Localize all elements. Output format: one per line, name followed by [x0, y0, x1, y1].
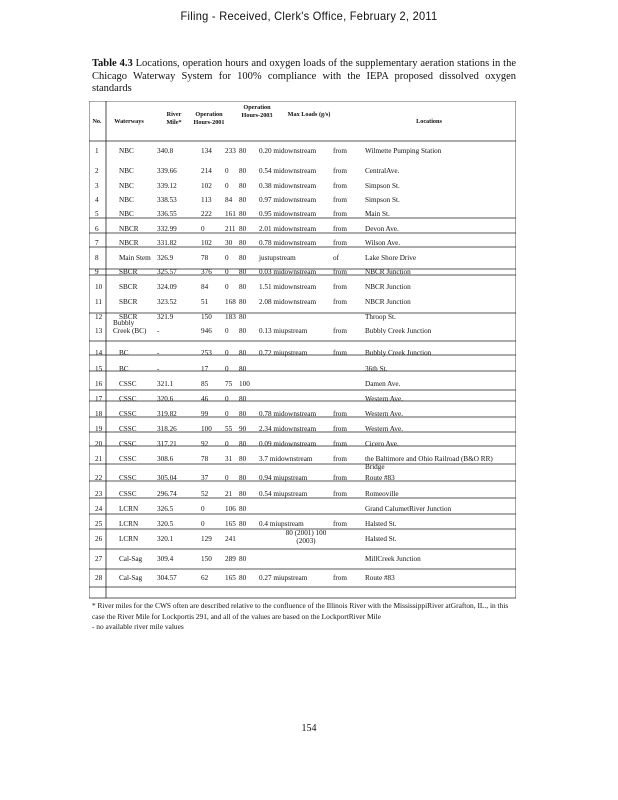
header-waterways: Waterways [114, 118, 144, 125]
cell-ref: CentralAve. [365, 167, 400, 175]
cell-waterway: NBCR [119, 239, 139, 247]
cell-h2001: 84 [201, 283, 209, 291]
cell-pos: 0.4 miupstream [259, 520, 304, 528]
cell-load: 80 [239, 147, 247, 155]
page-number: 154 [301, 723, 317, 734]
cell-mile: 317.21 [157, 440, 177, 448]
cell-load: 80 [239, 474, 247, 482]
cell-ref: Western Ave. [365, 425, 404, 433]
cell-load: 80 [239, 196, 247, 204]
cell-waterway: LCRN [119, 520, 139, 528]
cell-no: 6 [95, 225, 99, 233]
cell-pos: 0.54 miupstream [259, 490, 308, 498]
cell-pos: 0.54 midownstream [259, 167, 317, 175]
cell-rel: from [333, 298, 347, 306]
cell-waterway: Cal-Sag [119, 555, 143, 563]
cell-mile: 332.99 [157, 225, 177, 233]
cell-waterway: SBCR [119, 313, 138, 321]
cell-h2003: 75 [225, 380, 233, 388]
cell-waterway: CSSC [119, 490, 137, 498]
cell-rel: from [333, 196, 347, 204]
cell-h2001: 134 [201, 147, 212, 155]
cell-mile: - [157, 349, 160, 357]
cell-waterway: NBC [119, 147, 134, 155]
cell-h2003: 0 [225, 410, 229, 418]
cell-rel: of [333, 254, 339, 262]
cell-h2001: 102 [201, 182, 212, 190]
cell-no: 8 [95, 254, 99, 262]
cell-waterway: SBCR [119, 298, 138, 306]
cell-no: 26 [95, 535, 103, 543]
cell-rel: from [333, 239, 347, 247]
table-caption [92, 58, 516, 96]
cell-load: 80 [239, 349, 247, 357]
cell-no: 27 [95, 555, 103, 563]
cell-pos: 3.7 midownstream [259, 455, 313, 463]
cell-waterway: NBC [119, 167, 134, 175]
cell-load: 80 [239, 555, 247, 563]
cell-no: 4 [95, 196, 99, 204]
cell-h2003: 55 [225, 425, 233, 433]
cell-mile: 323.52 [157, 298, 177, 306]
cell-load: 80 [239, 182, 247, 190]
cell-pos: 0.03 midownstream [259, 268, 317, 276]
cell-no: 10 [95, 283, 103, 291]
cell-h2003: 0 [225, 440, 229, 448]
cell-ref: 36th St. [365, 365, 388, 373]
cell-h2001: 0 [201, 505, 205, 513]
cell-h2001: 100 [201, 425, 212, 433]
cell-h2003: 0 [225, 395, 229, 403]
cell-no: 15 [95, 365, 103, 373]
cell-rel: from [333, 210, 347, 218]
cell-waterway: SBCR [119, 268, 138, 276]
cell-mile: 331.82 [157, 239, 177, 247]
cell-h2003: 0 [225, 182, 229, 190]
cell-h2003: 21 [225, 490, 233, 498]
header-max-loads: Max Loads (g/s) [287, 111, 331, 118]
cell-waterway: NBCR [119, 225, 139, 233]
cell-h2001: 46 [201, 395, 209, 403]
cell-mile: 320.1 [157, 535, 174, 543]
cell-no: 14 [95, 349, 103, 357]
cell-pos: 2.34 midownstream [259, 425, 317, 433]
cell-h2001: 0 [201, 520, 205, 528]
cell-waterway: NBC [119, 196, 134, 204]
cell-ref: Simpson St. [365, 182, 400, 190]
cell-no: 12 [95, 313, 103, 321]
cell-mile: 318.26 [157, 425, 177, 433]
cell-ref: the Baltimore and Ohio Railroad (B&O RR) Bridge [365, 455, 493, 471]
cell-ref: Throop St. [365, 313, 396, 321]
cell-rel: from [333, 474, 347, 482]
cell-load: 80 [239, 490, 247, 498]
cell-mile: 325.57 [157, 268, 177, 276]
cell-pos: 0.97 midownstream [259, 196, 317, 204]
cell-h2003: 0 [225, 268, 229, 276]
cell-h2003: 0 [225, 283, 229, 291]
cell-h2001: 62 [201, 574, 209, 582]
filing-header: Filing - Received, Clerk's Office, February 2, 2011 [180, 9, 438, 23]
cell-h2003: 211 [225, 225, 236, 233]
cell-rel: from [333, 574, 347, 582]
cell-load: 80 [239, 225, 247, 233]
cell-ref: Wilmette Pumping Station [365, 147, 442, 155]
cell-load: 80 [239, 395, 247, 403]
cell-h2003: 0 [225, 254, 229, 262]
cell-pos: 2.08 midownstream [259, 298, 317, 306]
cell-h2001: 78 [201, 455, 209, 463]
cell-rel: from [333, 268, 347, 276]
cell-pos: 0.78 midownstream [259, 410, 317, 418]
cell-ref: Devon Ave. [365, 225, 399, 233]
cell-h2001: 214 [201, 167, 212, 175]
cell-mile: 319.82 [157, 410, 177, 418]
cell-h2001: 113 [201, 196, 212, 204]
cell-load: 80 [239, 268, 247, 276]
cell-ref: NBCR Junction [365, 298, 411, 306]
cell-pos: 2.01 midownstream [259, 225, 317, 233]
cell-h2001: 85 [201, 380, 209, 388]
cell-ref: Route #83 [365, 574, 395, 582]
cell-h2001: 0 [201, 225, 205, 233]
cell-ref: Romeoville [365, 490, 399, 498]
cell-rel: from [333, 283, 347, 291]
cell-waterway: LCRN [119, 535, 139, 543]
cell-h2003: 31 [225, 455, 233, 463]
cell-h2001: 37 [201, 474, 209, 482]
cell-no: 16 [95, 380, 103, 388]
cell-ref: Western Ave. [365, 410, 404, 418]
cell-ref: Halsted St. [365, 535, 397, 543]
cell-mile: 339.66 [157, 167, 177, 175]
cell-ref: Western Ave. [365, 395, 404, 403]
cell-waterway: CSSC [119, 410, 137, 418]
cell-ref: NBCR Junction [365, 283, 411, 291]
cell-ref: MillCreek Junction [365, 555, 421, 563]
cell-load: 80 [239, 520, 247, 528]
cell-h2003: 30 [225, 239, 233, 247]
cell-no: 21 [95, 455, 103, 463]
cell-mile: 321.9 [157, 313, 174, 321]
cell-rel: from [333, 147, 347, 155]
cell-pos: 0.09 midownstream [259, 440, 317, 448]
cell-h2001: 376 [201, 268, 212, 276]
cell-ref: Route #83 [365, 474, 395, 482]
header-locations: Locations [416, 118, 442, 125]
cell-mile: - [157, 327, 160, 335]
cell-no: 23 [95, 490, 103, 498]
table-caption-text: Locations, operation hours and oxygen loads of the supplementary aeration stations in the Chicago Waterway System for 100% compliance with the IEPA proposed dissolved oxygen standards [92, 58, 516, 94]
cell-waterway: CSSC [119, 440, 137, 448]
cell-load: 80 [239, 239, 247, 247]
cell-ref: Main St. [365, 210, 390, 218]
cell-ref: NBCR Junction [365, 268, 411, 276]
cell-ref: Bubbly Creek Junction [365, 327, 432, 335]
cell-h2003: 161 [225, 210, 236, 218]
cell-h2003: 0 [225, 167, 229, 175]
cell-mile: 339.12 [157, 182, 177, 190]
cell-rel: from [333, 167, 347, 175]
cell-ref: Simpson St. [365, 196, 400, 204]
cell-pos: 1.51 midownstream [259, 283, 317, 291]
cell-mile: 336.55 [157, 210, 177, 218]
cell-h2001: 129 [201, 535, 212, 543]
cell-load: 80 [239, 505, 247, 513]
cell-no: 5 [95, 210, 99, 218]
cell-no: 3 [95, 182, 99, 190]
cell-mile: 304.57 [157, 574, 177, 582]
table-label: Table 4.3 [92, 58, 133, 69]
cell-h2003: 241 [225, 535, 236, 543]
cell-pos: 0.20 midownstream [259, 147, 317, 155]
cell-h2003: 289 [225, 555, 236, 563]
cell-mile: 338.53 [157, 196, 177, 204]
cell-mile: 296.74 [157, 490, 177, 498]
cell-load: 80 (2001) 100 (2003) [285, 529, 327, 545]
cell-load: 80 [239, 167, 247, 175]
cell-mile: 308.6 [157, 455, 174, 463]
header-no: No. [92, 118, 102, 125]
cell-no: 13 [95, 327, 103, 335]
cell-rel: from [333, 410, 347, 418]
cell-load: 80 [239, 298, 247, 306]
cell-ref: Damen Ave. [365, 380, 401, 388]
cell-waterway: CSSC [119, 455, 137, 463]
cell-load: 80 [239, 410, 247, 418]
cell-mile: 309.4 [157, 555, 174, 563]
cell-pos: 0.72 miupstream [259, 349, 308, 357]
cell-no: 25 [95, 520, 103, 528]
cell-load: 80 [239, 455, 247, 463]
cell-h2003: 0 [225, 474, 229, 482]
cell-no: 22 [95, 474, 103, 482]
cell-load: 80 [239, 254, 247, 262]
cell-rel: from [333, 349, 347, 357]
cell-ref: Grand CalumetRiver Junction [365, 505, 452, 513]
cell-no: 19 [95, 425, 103, 433]
cell-h2003: 106 [225, 505, 236, 513]
cell-pos: justupstream [259, 254, 296, 262]
cell-rel: from [333, 425, 347, 433]
cell-waterway: CSSC [119, 425, 137, 433]
cell-no: 20 [95, 440, 103, 448]
cell-load: 80 [239, 440, 247, 448]
footnotes [92, 601, 516, 633]
cell-ref: Halsted St. [365, 520, 397, 528]
cell-load: 100 [239, 380, 250, 388]
cell-load: 80 [239, 313, 247, 321]
cell-no: 28 [95, 574, 103, 582]
cell-h2003: 0 [225, 327, 229, 335]
header-operation-hours-2003: Operation Hours-2003 [241, 104, 273, 119]
cell-h2003: 0 [225, 365, 229, 373]
cell-ref: Lake Shore Drive [365, 254, 417, 262]
cell-h2001: 222 [201, 210, 212, 218]
cell-mile: 326.5 [157, 505, 174, 513]
cell-pos: 0.27 miupstream [259, 574, 308, 582]
cell-no: 11 [95, 298, 102, 306]
cell-rel: from [333, 490, 347, 498]
cell-h2001: 52 [201, 490, 209, 498]
footnote-no-values: - no available river mile values [92, 622, 184, 631]
cell-no: 24 [95, 505, 103, 513]
cell-waterway: NBC [119, 182, 134, 190]
cell-rel: from [333, 182, 347, 190]
cell-mile: 324.09 [157, 283, 177, 291]
cell-h2001: 92 [201, 440, 209, 448]
cell-no: 1 [95, 147, 99, 155]
cell-h2001: 51 [201, 298, 209, 306]
cell-load: 80 [239, 574, 247, 582]
cell-ref: Bubbly Creek Junction [365, 349, 432, 357]
cell-waterway: Bubbly Creek (BC) [113, 319, 147, 335]
cell-load: 90 [239, 425, 247, 433]
cell-waterway: Cal-Sag [119, 574, 143, 582]
cell-mile: 320.6 [157, 395, 174, 403]
cell-pos: 0.78 midownstream [259, 239, 317, 247]
cell-mile: - [157, 365, 160, 373]
cell-waterway: CSSC [119, 474, 137, 482]
cell-h2003: 0 [225, 349, 229, 357]
cell-ref: Wilson Ave. [365, 239, 401, 247]
cell-waterway: CSSC [119, 380, 137, 388]
cell-ref: Cicero Ave. [365, 440, 399, 448]
cell-mile: 326.9 [157, 254, 174, 262]
cell-h2001: 17 [201, 365, 209, 373]
cell-h2003: 165 [225, 574, 236, 582]
footnote-river-miles: * River miles for the CWS often are described relative to the confluence of the Illinois River with the MississippiRiver atGrafton, IL., in this case the River Mile for Lockportis 291, and all of the values are based on the LockportRiver Mile [92, 601, 509, 621]
cell-h2001: 99 [201, 410, 209, 418]
cell-waterway: Main Stem [119, 254, 151, 262]
cell-waterway: BC [119, 365, 129, 373]
cell-h2003: 233 [225, 147, 236, 155]
cell-no: 17 [95, 395, 103, 403]
cell-no: 7 [95, 239, 99, 247]
cell-waterway: CSSC [119, 395, 137, 403]
cell-h2003: 183 [225, 313, 236, 321]
cell-rel: from [333, 327, 347, 335]
cell-h2001: 253 [201, 349, 212, 357]
cell-mile: 305.04 [157, 474, 177, 482]
cell-mile: 321.1 [157, 380, 174, 388]
cell-rel: from [333, 440, 347, 448]
cell-h2003: 84 [225, 196, 233, 204]
cell-h2001: 78 [201, 254, 209, 262]
cell-waterway: LCRN [119, 505, 139, 513]
cell-load: 80 [239, 365, 247, 373]
cell-load: 80 [239, 283, 247, 291]
cell-waterway: BC [119, 349, 129, 357]
cell-rel: from [333, 455, 347, 463]
cell-no: 2 [95, 167, 99, 175]
cell-pos: 0.94 miupstream [259, 474, 308, 482]
cell-load: 80 [239, 210, 247, 218]
cell-h2003: 165 [225, 520, 236, 528]
cell-no: 18 [95, 410, 103, 418]
cell-mile: 340.8 [157, 147, 174, 155]
cell-h2001: 150 [201, 313, 212, 321]
cell-h2001: 946 [201, 327, 212, 335]
cell-mile: 320.5 [157, 520, 174, 528]
cell-h2001: 102 [201, 239, 212, 247]
cell-rel: from [333, 520, 347, 528]
cell-pos: 0.38 midownstream [259, 182, 317, 190]
cell-pos: 0.95 midownstream [259, 210, 317, 218]
cell-pos: 0.13 miupstream [259, 327, 308, 335]
cell-h2003: 168 [225, 298, 236, 306]
cell-no: 9 [95, 268, 99, 276]
cell-waterway: SBCR [119, 283, 138, 291]
cell-waterway: NBC [119, 210, 134, 218]
cell-h2001: 150 [201, 555, 212, 563]
header-river-mile: River Mile* [166, 111, 182, 126]
cell-load: 80 [239, 327, 247, 335]
header-operation-hours-2001: Operation Hours-2001 [193, 111, 225, 126]
cell-rel: from [333, 225, 347, 233]
